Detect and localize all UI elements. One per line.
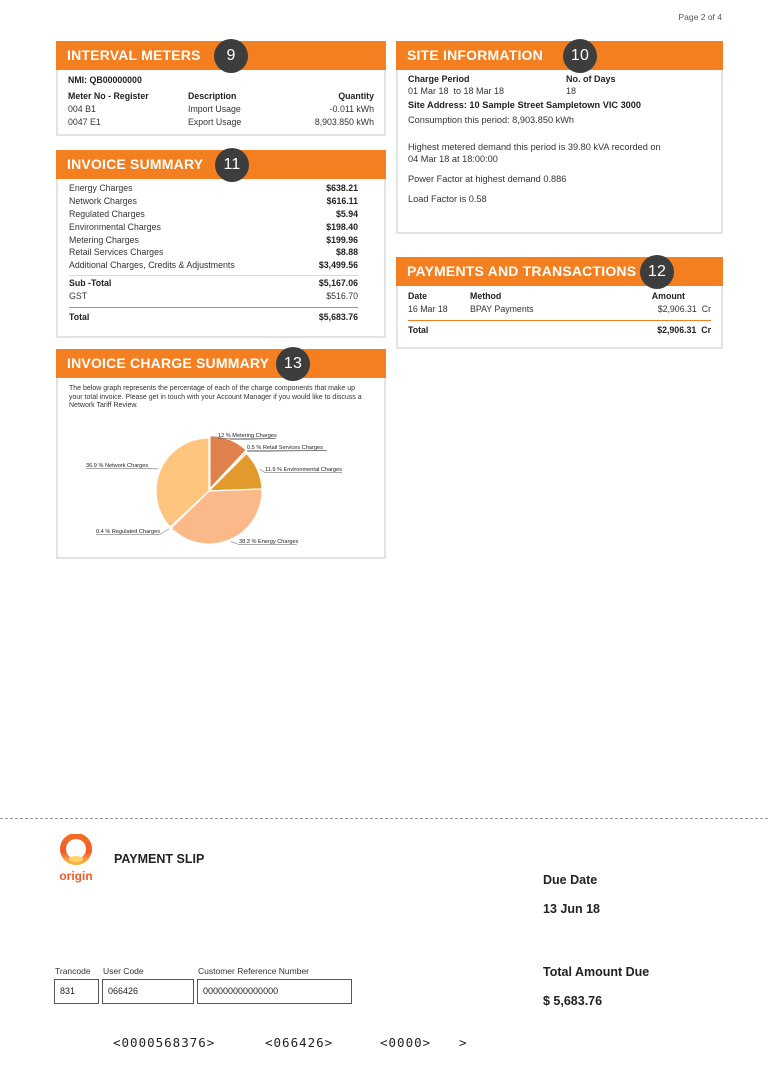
charge-period-value: 01 Mar 18 to 18 Mar 18 bbox=[408, 86, 505, 96]
crn-label: Customer Reference Number bbox=[198, 966, 310, 976]
origin-logo bbox=[53, 834, 99, 884]
table-row bbox=[69, 208, 358, 221]
section-badge: 12 bbox=[640, 255, 674, 289]
due-date-label: Due Date bbox=[543, 873, 598, 887]
chart-note: The below graph represents the percentage of each of the charge components that make up your total invoice. Please get in touch with your Account Manager if you would like to discuss a Network Tariff Review. bbox=[69, 385, 362, 409]
interval-meters-header bbox=[56, 41, 386, 70]
payments-table bbox=[408, 290, 711, 336]
gst-value: $516.70 bbox=[326, 290, 358, 301]
table-row bbox=[69, 233, 358, 246]
total-due-value: $ 5,683.76 bbox=[543, 994, 603, 1008]
gst-label: GST bbox=[69, 290, 88, 301]
invoice-charge-summary-panel bbox=[56, 349, 386, 559]
days-label: No. of Days bbox=[566, 74, 616, 84]
charge-value: $199.96 bbox=[326, 234, 358, 245]
charge-label: Retail Services Charges bbox=[69, 247, 164, 258]
charge-value: $5.94 bbox=[335, 208, 358, 219]
charge-label: Network Charges bbox=[69, 196, 137, 207]
invoice-summary-table bbox=[69, 182, 358, 324]
pie-label: 11.9 % Environmental Charges bbox=[265, 466, 343, 473]
days-value: 18 bbox=[566, 86, 577, 96]
divider bbox=[69, 307, 358, 308]
table-row bbox=[69, 195, 358, 208]
col-method: Method bbox=[470, 291, 502, 302]
quantity-cell: 8,903.850 kWh bbox=[314, 116, 374, 127]
table-row bbox=[408, 303, 711, 316]
table-row bbox=[68, 116, 374, 129]
charge-label: Regulated Charges bbox=[69, 208, 145, 219]
table-row bbox=[69, 259, 358, 272]
payment-method: BPAY Payments bbox=[470, 304, 534, 315]
page-number: Page 2 of 4 bbox=[678, 12, 722, 22]
payments-title: PAYMENTS AND TRANSACTIONS bbox=[407, 263, 637, 279]
origin-logo-icon bbox=[53, 834, 99, 868]
payments-panel bbox=[396, 257, 723, 349]
pie-leader-line bbox=[231, 541, 239, 544]
pie-label: 0.5 % Retail Services Charges bbox=[247, 444, 323, 451]
due-date-value: 13 Jun 18 bbox=[543, 902, 600, 916]
subtotal-row bbox=[69, 276, 358, 289]
charge-summary-header bbox=[56, 349, 386, 378]
ocr-line-3: <0000> bbox=[380, 1035, 432, 1050]
site-information-header bbox=[396, 41, 723, 70]
ocr-line-1: <0000568376> bbox=[113, 1035, 216, 1050]
nmi-label: NMI: QB00000000 bbox=[68, 75, 142, 85]
pie-label: 12 % Metering Charges bbox=[218, 432, 277, 439]
subtotal-value: $5,167.06 bbox=[318, 277, 358, 288]
payment-date: 16 Mar 18 bbox=[408, 304, 448, 315]
charge-value: $638.21 bbox=[326, 183, 358, 194]
user-code-field: 066426 bbox=[102, 979, 194, 1004]
col-description: Description bbox=[188, 91, 237, 102]
pie-label: 38.3 % Energy Charges bbox=[239, 538, 299, 545]
charge-value: $3,499.56 bbox=[318, 260, 358, 271]
divider bbox=[408, 320, 711, 321]
consumption: Consumption this period: 8,903.850 kWh bbox=[408, 115, 574, 125]
interval-meters-table bbox=[68, 90, 374, 128]
total-due-label: Total Amount Due bbox=[543, 965, 650, 979]
charge-value: $198.40 bbox=[326, 221, 358, 232]
quantity-cell: -0.011 kWh bbox=[329, 104, 374, 115]
total-value: $5,683.76 bbox=[318, 312, 358, 323]
crn-field: 000000000000000 bbox=[197, 979, 352, 1004]
total-row bbox=[408, 324, 711, 337]
load-factor: Load Factor is 0.58 bbox=[408, 194, 487, 204]
meter-cell: 0047 E1 bbox=[68, 116, 101, 127]
invoice-summary-title: INVOICE SUMMARY bbox=[67, 156, 204, 172]
col-amount: Amount bbox=[651, 291, 685, 302]
description-cell: Import Usage bbox=[188, 104, 241, 115]
charge-label: Additional Charges, Credits & Adjustments bbox=[69, 260, 235, 271]
interval-meters-title: INTERVAL METERS bbox=[67, 47, 201, 63]
charge-value: $616.11 bbox=[326, 196, 358, 207]
col-quantity: Quantity bbox=[338, 91, 374, 102]
col-meter: Meter No - Register bbox=[68, 91, 149, 102]
ocr-line-2: <066426> bbox=[265, 1035, 334, 1050]
site-address: Site Address: 10 Sample Street Sampletown VIC 3000 bbox=[408, 100, 642, 110]
interval-meters-panel bbox=[56, 41, 386, 136]
trancode-label: Trancode bbox=[55, 966, 91, 976]
payments-total-label: Total bbox=[408, 324, 429, 335]
charge-pie-chart bbox=[69, 411, 375, 545]
pie-leader-line bbox=[159, 528, 169, 534]
charge-label: Energy Charges bbox=[69, 183, 133, 194]
section-badge: 11 bbox=[215, 148, 249, 182]
invoice-summary-header bbox=[56, 150, 386, 179]
site-information-panel bbox=[396, 41, 723, 234]
table-row bbox=[69, 246, 358, 259]
table-row bbox=[69, 220, 358, 233]
origin-wordmark: origin bbox=[59, 869, 93, 883]
total-label: Total bbox=[69, 312, 90, 323]
payment-amount: $2,906.31 Cr bbox=[657, 304, 711, 315]
table-row bbox=[69, 182, 358, 195]
table-row bbox=[68, 103, 374, 116]
demand-line-2: 04 Mar 18 at 18:00:00 bbox=[408, 154, 498, 164]
meter-cell: 004 B1 bbox=[68, 104, 96, 115]
payments-header bbox=[396, 257, 723, 286]
charge-label: Metering Charges bbox=[69, 234, 139, 245]
charge-summary-title: INVOICE CHARGE SUMMARY bbox=[67, 355, 270, 371]
subtotal-label: Sub -Total bbox=[69, 277, 112, 288]
description-cell: Export Usage bbox=[188, 116, 242, 127]
invoice-summary-panel bbox=[56, 150, 386, 338]
ocr-line-4: > bbox=[459, 1035, 468, 1050]
section-badge: 10 bbox=[563, 39, 597, 73]
col-date: Date bbox=[408, 291, 428, 302]
trancode-field: 831 bbox=[54, 979, 99, 1004]
user-code-label: User Code bbox=[103, 966, 144, 976]
payments-total-value: $2,906.31 Cr bbox=[657, 324, 711, 335]
site-information-title: SITE INFORMATION bbox=[407, 47, 543, 63]
pie-label: 36.9 % Network Charges bbox=[86, 462, 149, 469]
charge-value: $8.88 bbox=[335, 247, 358, 258]
tear-line bbox=[0, 818, 768, 819]
section-badge: 13 bbox=[276, 347, 310, 381]
power-factor: Power Factor at highest demand 0.886 bbox=[408, 174, 567, 184]
total-row bbox=[69, 311, 358, 324]
pie-label: 0.4 % Regulated Charges bbox=[96, 528, 161, 535]
payment-slip-title: PAYMENT SLIP bbox=[114, 852, 205, 866]
gst-row bbox=[69, 289, 358, 302]
section-badge: 9 bbox=[214, 39, 248, 73]
demand-line-1: Highest metered demand this period is 39.80 kVA recorded on bbox=[408, 142, 661, 152]
charge-label: Environmental Charges bbox=[69, 221, 161, 232]
charge-period-label: Charge Period bbox=[408, 74, 470, 84]
